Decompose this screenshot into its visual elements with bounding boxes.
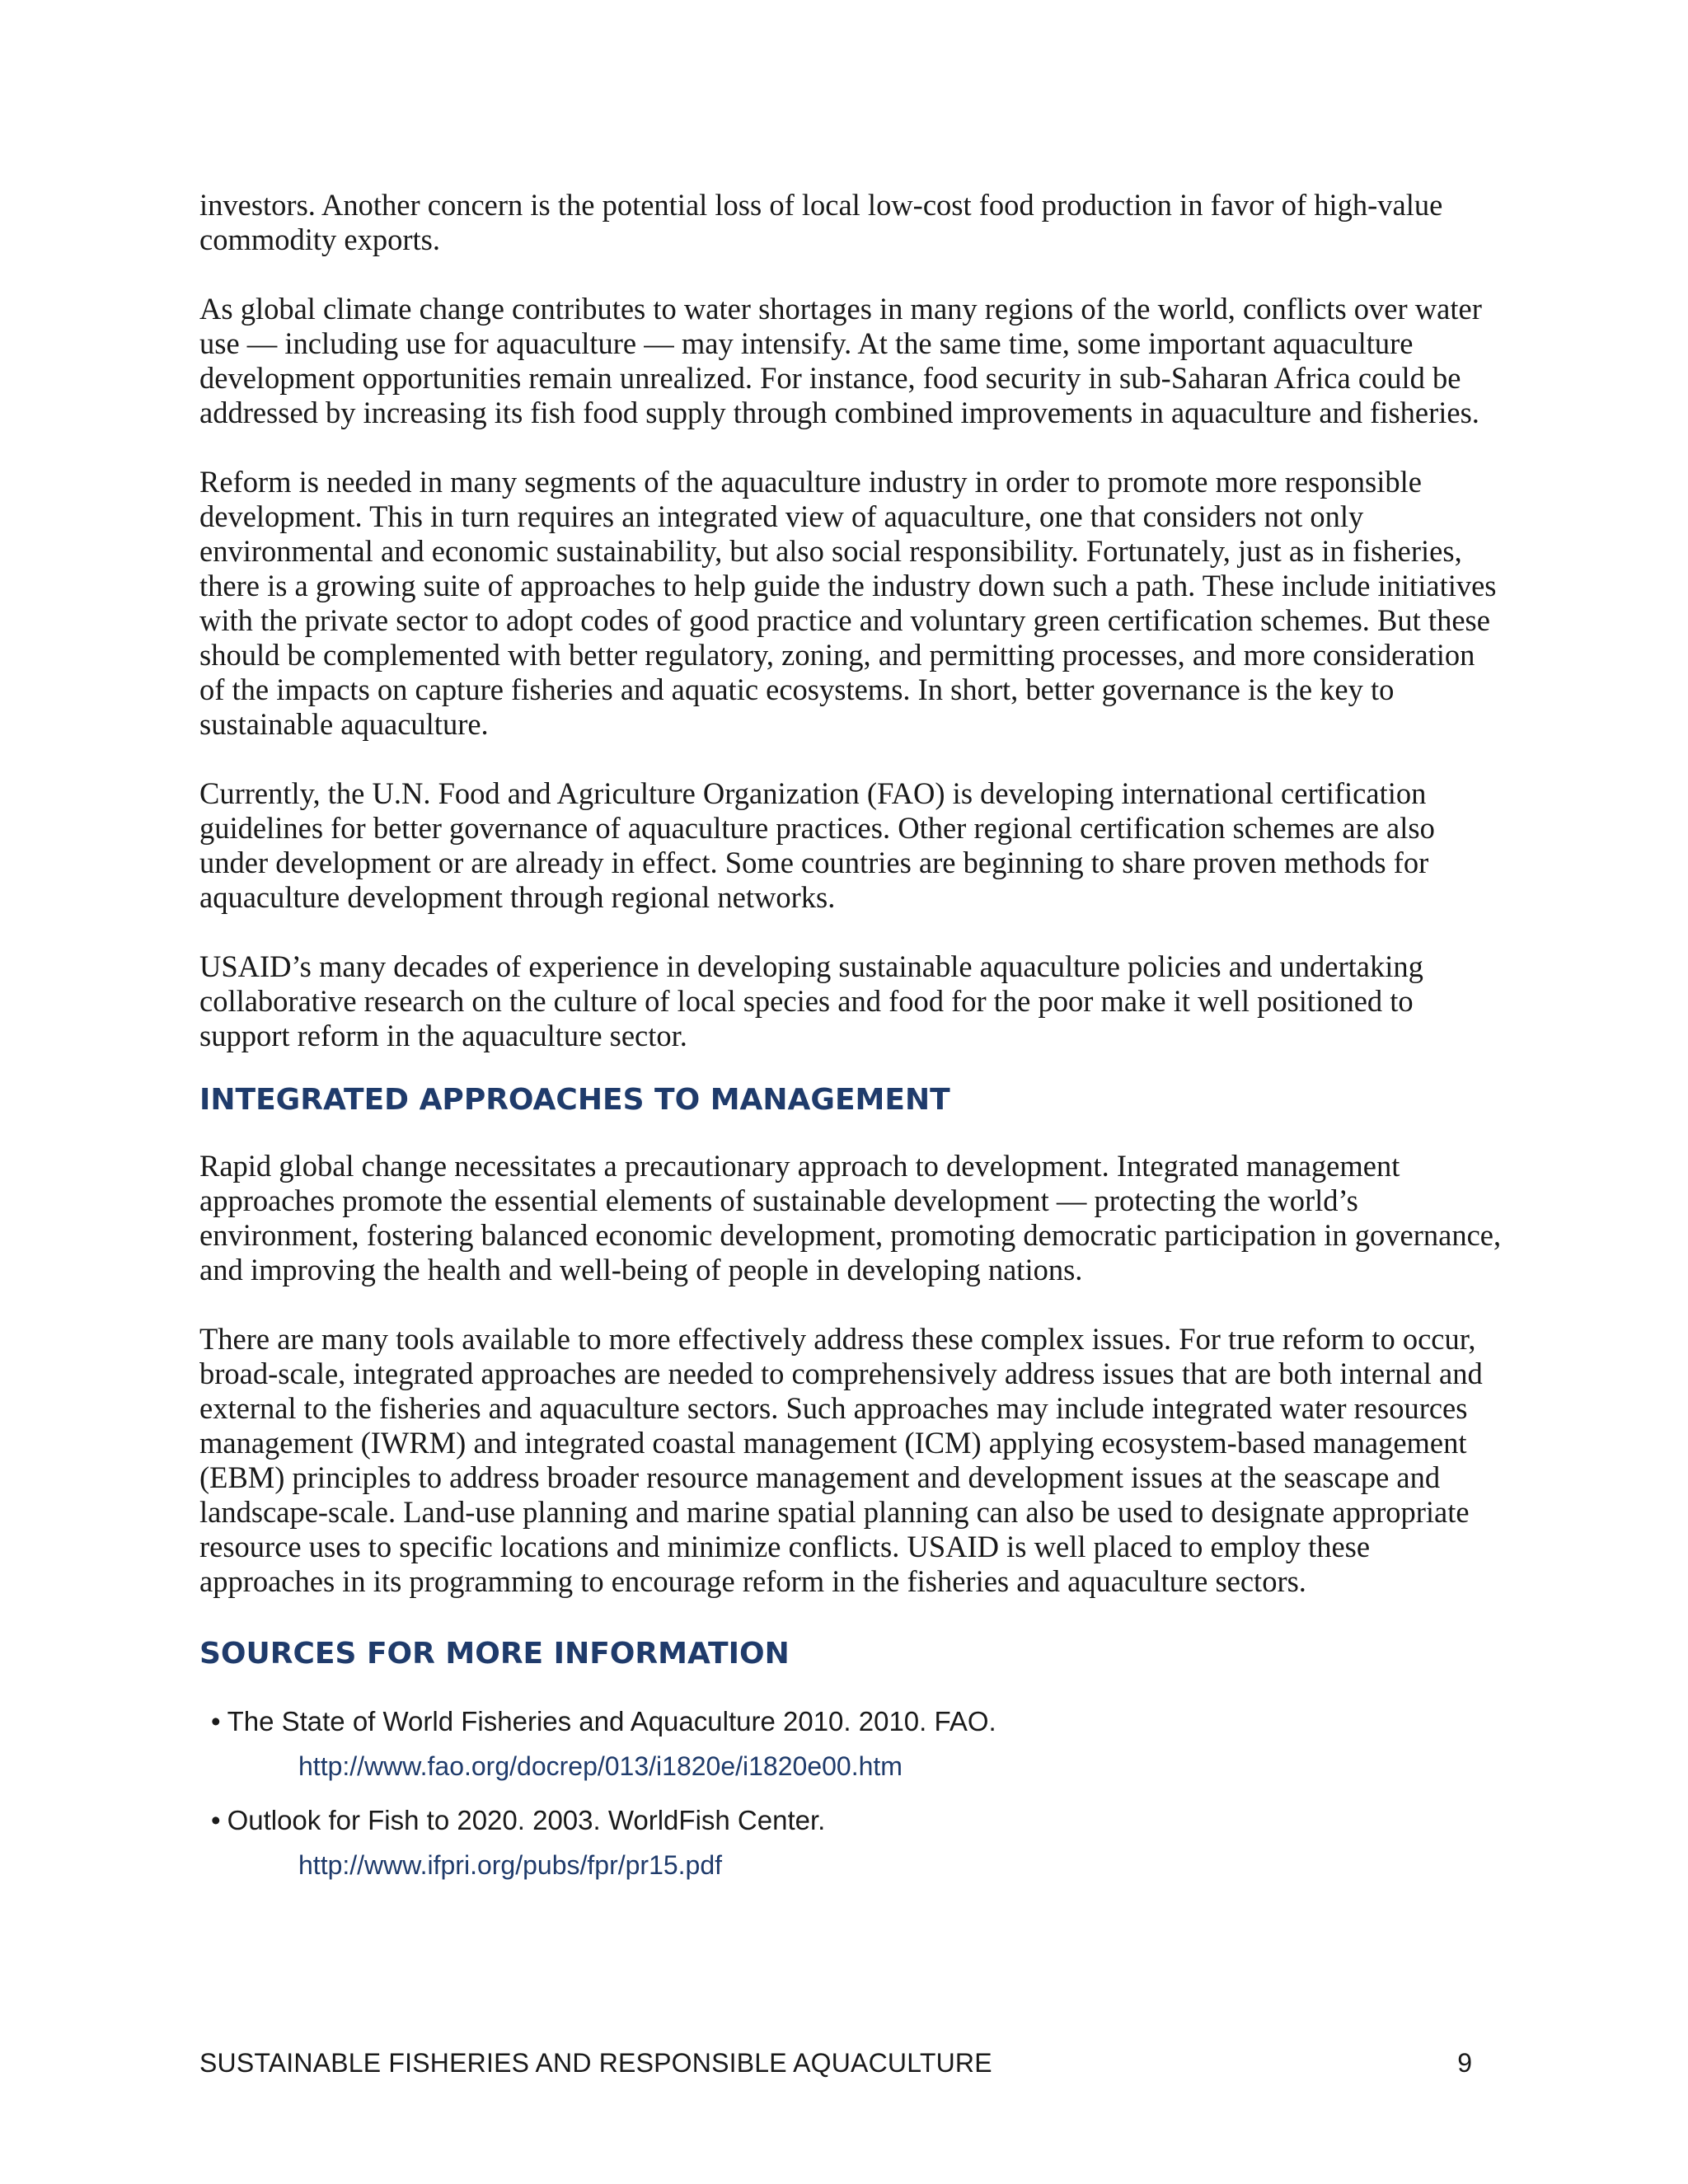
section-heading-integrated-approaches: INTEGRATED APPROACHES TO MANAGEMENT [199, 1083, 950, 1117]
source-title-text: Outlook for Fish to 2020. 2003. WorldFish Center. [227, 1805, 826, 1835]
page-footer [199, 2042, 1502, 2083]
source-title [199, 1798, 1502, 1843]
body-paragraph: Rapid global change necessitates a precautionary approach to development. Integrated management approaches promote the essential elements of sustainable development — protecting the world’s environment, fostering balanced economic development, promoting democratic participation in governance, and improving the health and well-being of people in developing nations. [199, 1149, 1502, 1286]
body-paragraph: Reform is needed in many segments of the aquaculture industry in order to promote more responsible development. This in turn requires an integrated view of aquaculture, one that considers not only environmental and economic sustainability, but also social responsibility. Fortunately, just as in fisheries, there is a growing suite of approaches to help guide the industry down such a path. These include initiatives with the private sector to adopt codes of good practice and voluntary green certification schemes. But these should be complemented with better regulatory, zoning, and permitting processes, and more consideration of the impacts on capture fisheries and aquatic ecosystems. In short, better governance is the key to sustainable aquaculture. [199, 465, 1497, 741]
body-paragraph: USAID’s many decades of experience in developing sustainable aquaculture policies and undertaking collaborative research on the culture of local species and food for the poor make it well positioned to support reform in the aquaculture sector. [199, 949, 1423, 1052]
list-item [199, 1699, 1502, 1788]
body-paragraph: As global climate change contributes to water shortages in many regions of the world, conflicts over water use — including use for aquaculture — may intensify. At the same time, some important aquaculture development opportunities remain unrealized. For instance, food security in sub-Saharan Africa could be addressed by increasing its fish food supply through combined improvements in aquaculture and fisheries. [199, 292, 1482, 429]
bullet-icon: • [211, 1706, 221, 1736]
source-title [199, 1699, 1502, 1744]
body-paragraph: investors. Another concern is the potential loss of local low-cost food production in favor of high-value commodity exports. [199, 188, 1443, 256]
page-content [199, 188, 1502, 1897]
body-paragraph: There are many tools available to more effectively address these complex issues. For true reform to occur, broad-scale, integrated approaches are needed to comprehensively address issues that are both internal and external to the fisheries and aquaculture sectors. Such approaches may include integrated water resources management (IWRM) and integrated coastal management (ICM) applying ecosystem-based management (EBM) principles to address broader resource management and development issues at the seascape and landscape-scale. Land-use planning and marine spatial planning can also be used to designate appropriate resource uses to specific locations and minimize conflicts. USAID is well placed to employ these approaches in its programming to encourage reform in the fisheries and aquaculture sectors. [199, 1322, 1483, 1598]
page-number: 9 [1457, 2048, 1472, 2078]
source-link[interactable]: http://www.fao.org/docrep/013/i1820e/i1820e00.htm [298, 1751, 903, 1781]
bullet-icon: • [211, 1805, 221, 1835]
section-heading-sources: SOURCES FOR MORE INFORMATION [199, 1637, 790, 1671]
body-paragraph: Currently, the U.N. Food and Agriculture Organization (FAO) is developing international certification guidelines for better governance of aquaculture practices. Other regional certification schemes are also under development or are already in effect. Some countries are beginning to share proven methods for aquaculture development through regional networks. [199, 776, 1435, 914]
source-title-text: The State of World Fisheries and Aquaculture 2010. 2010. FAO. [227, 1706, 996, 1736]
footer-title: SUSTAINABLE FISHERIES AND RESPONSIBLE AQUACULTURE [199, 2048, 992, 2078]
list-item [199, 1798, 1502, 1887]
source-link[interactable]: http://www.ifpri.org/pubs/fpr/pr15.pdf [298, 1850, 723, 1880]
sources-list [199, 1699, 1502, 1887]
